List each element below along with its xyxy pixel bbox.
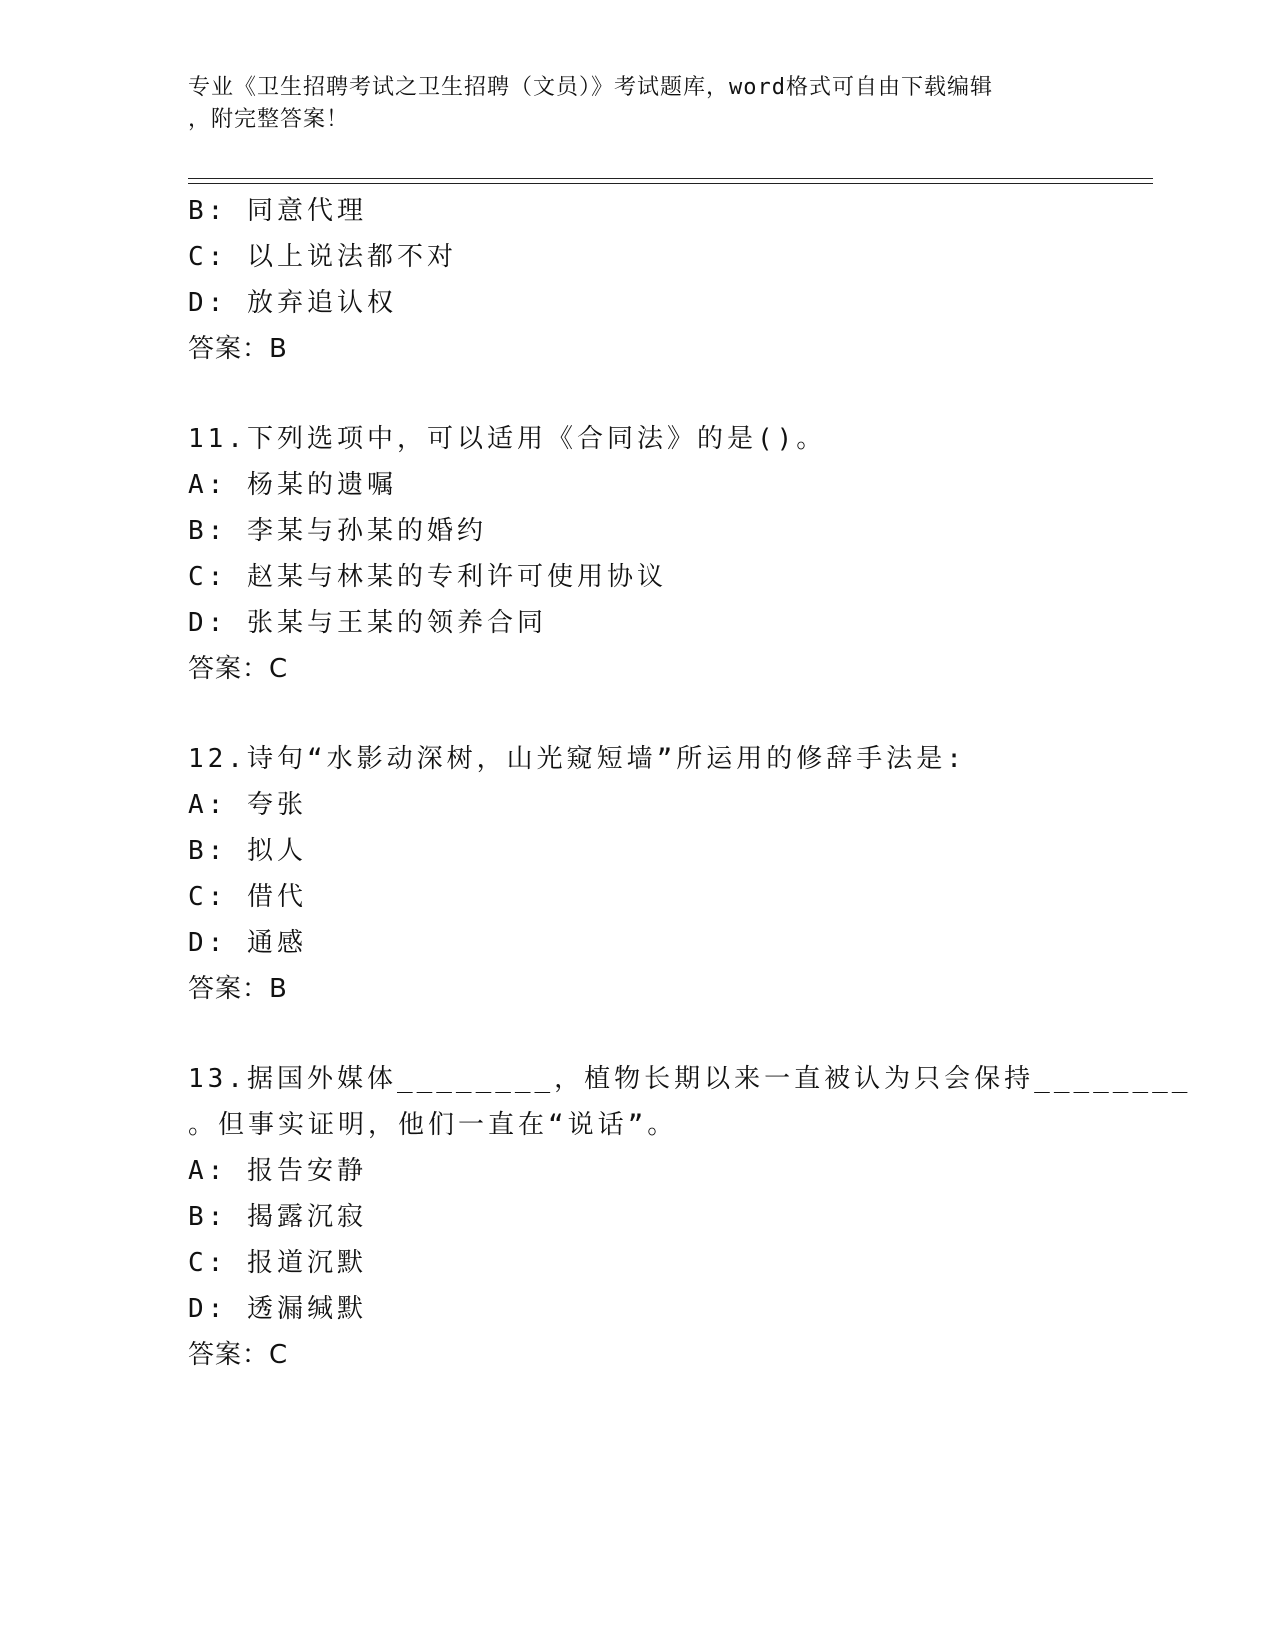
- option-d: D: 透漏缄默: [188, 1294, 367, 1324]
- option-b: B: 同意代理: [188, 196, 367, 226]
- document-header: [188, 72, 1088, 136]
- answer-line: 答案：C: [188, 654, 289, 684]
- question-stem: 12.诗句“水影动深树，山光窥短墙”所运用的修辞手法是:: [188, 744, 966, 774]
- header-title-line-1: 专业《卫生招聘考试之卫生招聘（文员）》考试题库，word格式可自由下载编辑: [188, 75, 993, 100]
- question-10-continuation: [188, 188, 1088, 372]
- option-b: B: 揭露沉寂: [188, 1202, 367, 1232]
- option-d: D: 通感: [188, 928, 307, 958]
- question-12: [188, 736, 1088, 1012]
- header-divider-bottom: [188, 183, 1153, 184]
- option-a: A: 报告安静: [188, 1156, 367, 1186]
- question-stem-line-1: 13.据国外媒体________，植物长期以来一直被认为只会保持________: [188, 1064, 1192, 1094]
- option-a: A: 夸张: [188, 790, 307, 820]
- question-11: [188, 416, 1088, 692]
- header-divider-top: [188, 178, 1153, 179]
- question-13: [188, 1056, 1192, 1378]
- option-c: C: 以上说法都不对: [188, 242, 457, 272]
- option-b: B: 李某与孙某的婚约: [188, 516, 487, 546]
- question-spacer: [188, 1012, 1088, 1056]
- option-c: C: 报道沉默: [188, 1248, 367, 1278]
- answer-line: 答案：B: [188, 334, 288, 364]
- answer-line: 答案：B: [188, 974, 288, 1004]
- header-title-line-2: ，附完整答案！: [188, 107, 350, 132]
- option-d: D: 放弃追认权: [188, 288, 397, 318]
- answer-line: 答案：C: [188, 1340, 289, 1370]
- option-b: B: 拟人: [188, 836, 307, 866]
- question-spacer: [188, 692, 1088, 736]
- option-a: A: 杨某的遗嘱: [188, 470, 397, 500]
- question-list: [188, 188, 1192, 1378]
- question-stem: 11.下列选项中，可以适用《合同法》的是()。: [188, 424, 827, 454]
- question-spacer: [188, 372, 1088, 416]
- option-c: C: 赵某与林某的专利许可使用协议: [188, 562, 667, 592]
- question-stem-line-2: 。但事实证明，他们一直在“说话”。: [188, 1110, 678, 1140]
- option-d: D: 张某与王某的领养合同: [188, 608, 547, 638]
- option-c: C: 借代: [188, 882, 307, 912]
